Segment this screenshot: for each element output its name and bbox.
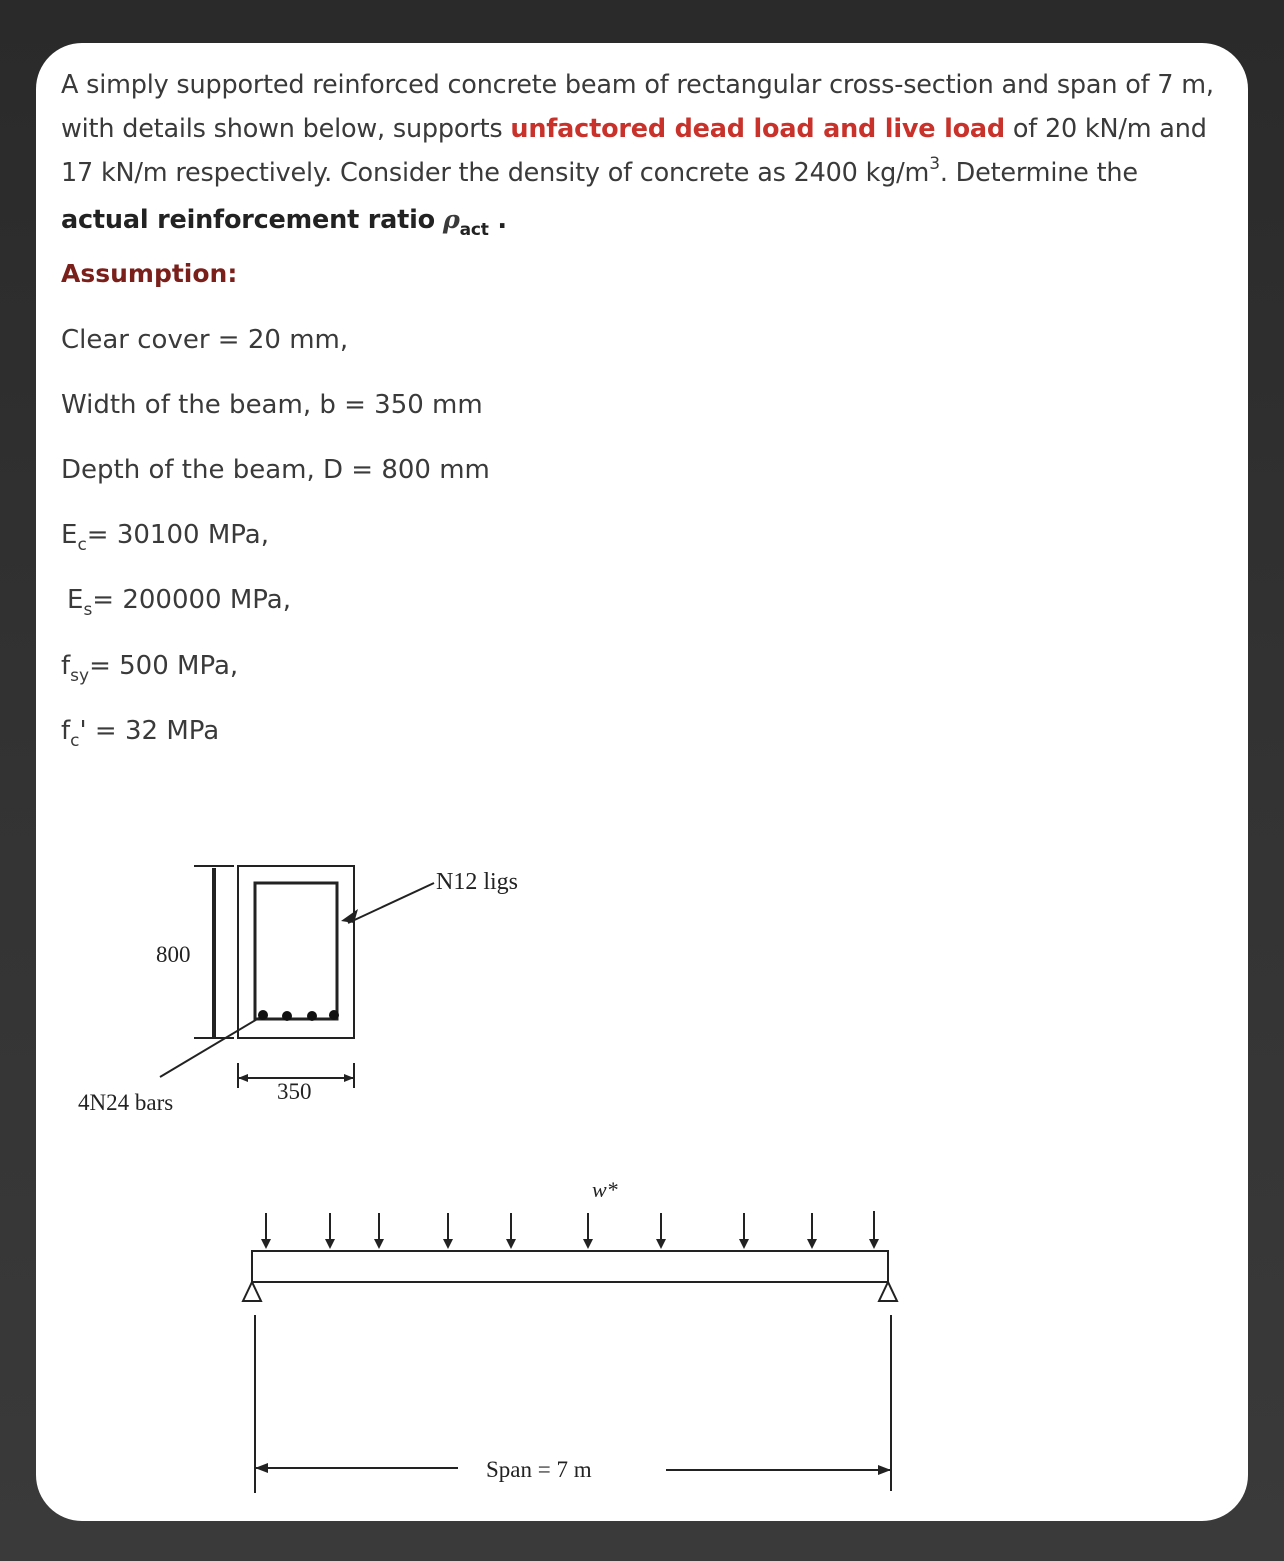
clear-cover: Clear cover = 20 mm,	[61, 325, 349, 355]
bars-label: 4N24 bars	[78, 1090, 174, 1115]
beam	[252, 1251, 888, 1282]
assumption-title: Assumption:	[61, 259, 238, 288]
bold-text: actual reinforcement ratio	[61, 205, 435, 235]
load-arrows	[266, 1211, 874, 1243]
beam-width: Width of the beam, b = 350 mm	[61, 390, 483, 420]
load-label: w*	[592, 1177, 618, 1202]
span-label: Span = 7 m	[486, 1457, 592, 1482]
rho-symbol: ρ	[442, 205, 460, 235]
es-value: $E_s= 200000$ MPa,	[67, 585, 292, 620]
ligs-label: N12 ligs	[436, 869, 519, 895]
fsy-value: $f_{sy}= 500$ MPa,	[61, 651, 239, 686]
section-diagram	[36, 43, 1248, 1521]
depth-label: 800	[156, 942, 191, 967]
fc-value: $f_c' = 32$ MPa	[61, 716, 220, 751]
ec-value: $E_c= 30100$ MPa,	[61, 520, 269, 555]
beam-depth: Depth of the beam, D = 800 mm	[61, 455, 490, 485]
ligature	[255, 883, 337, 1019]
problem-card	[36, 43, 1248, 1521]
width-label: 350	[277, 1079, 312, 1104]
highlight-text: unfactored dead load and live load	[510, 114, 1005, 144]
problem-statement: A simply supported reinforced concrete beam of rectangular cross-section and span of 7 m, with details shown below, supports unfactored dead load and live load of 20 kN/m and 17 kN/m respectively. Consider the density of concrete as 2400 $kg/m^3$. Determine the actual reinforcement ratio $\rho_{act}$ .	[61, 70, 1214, 240]
